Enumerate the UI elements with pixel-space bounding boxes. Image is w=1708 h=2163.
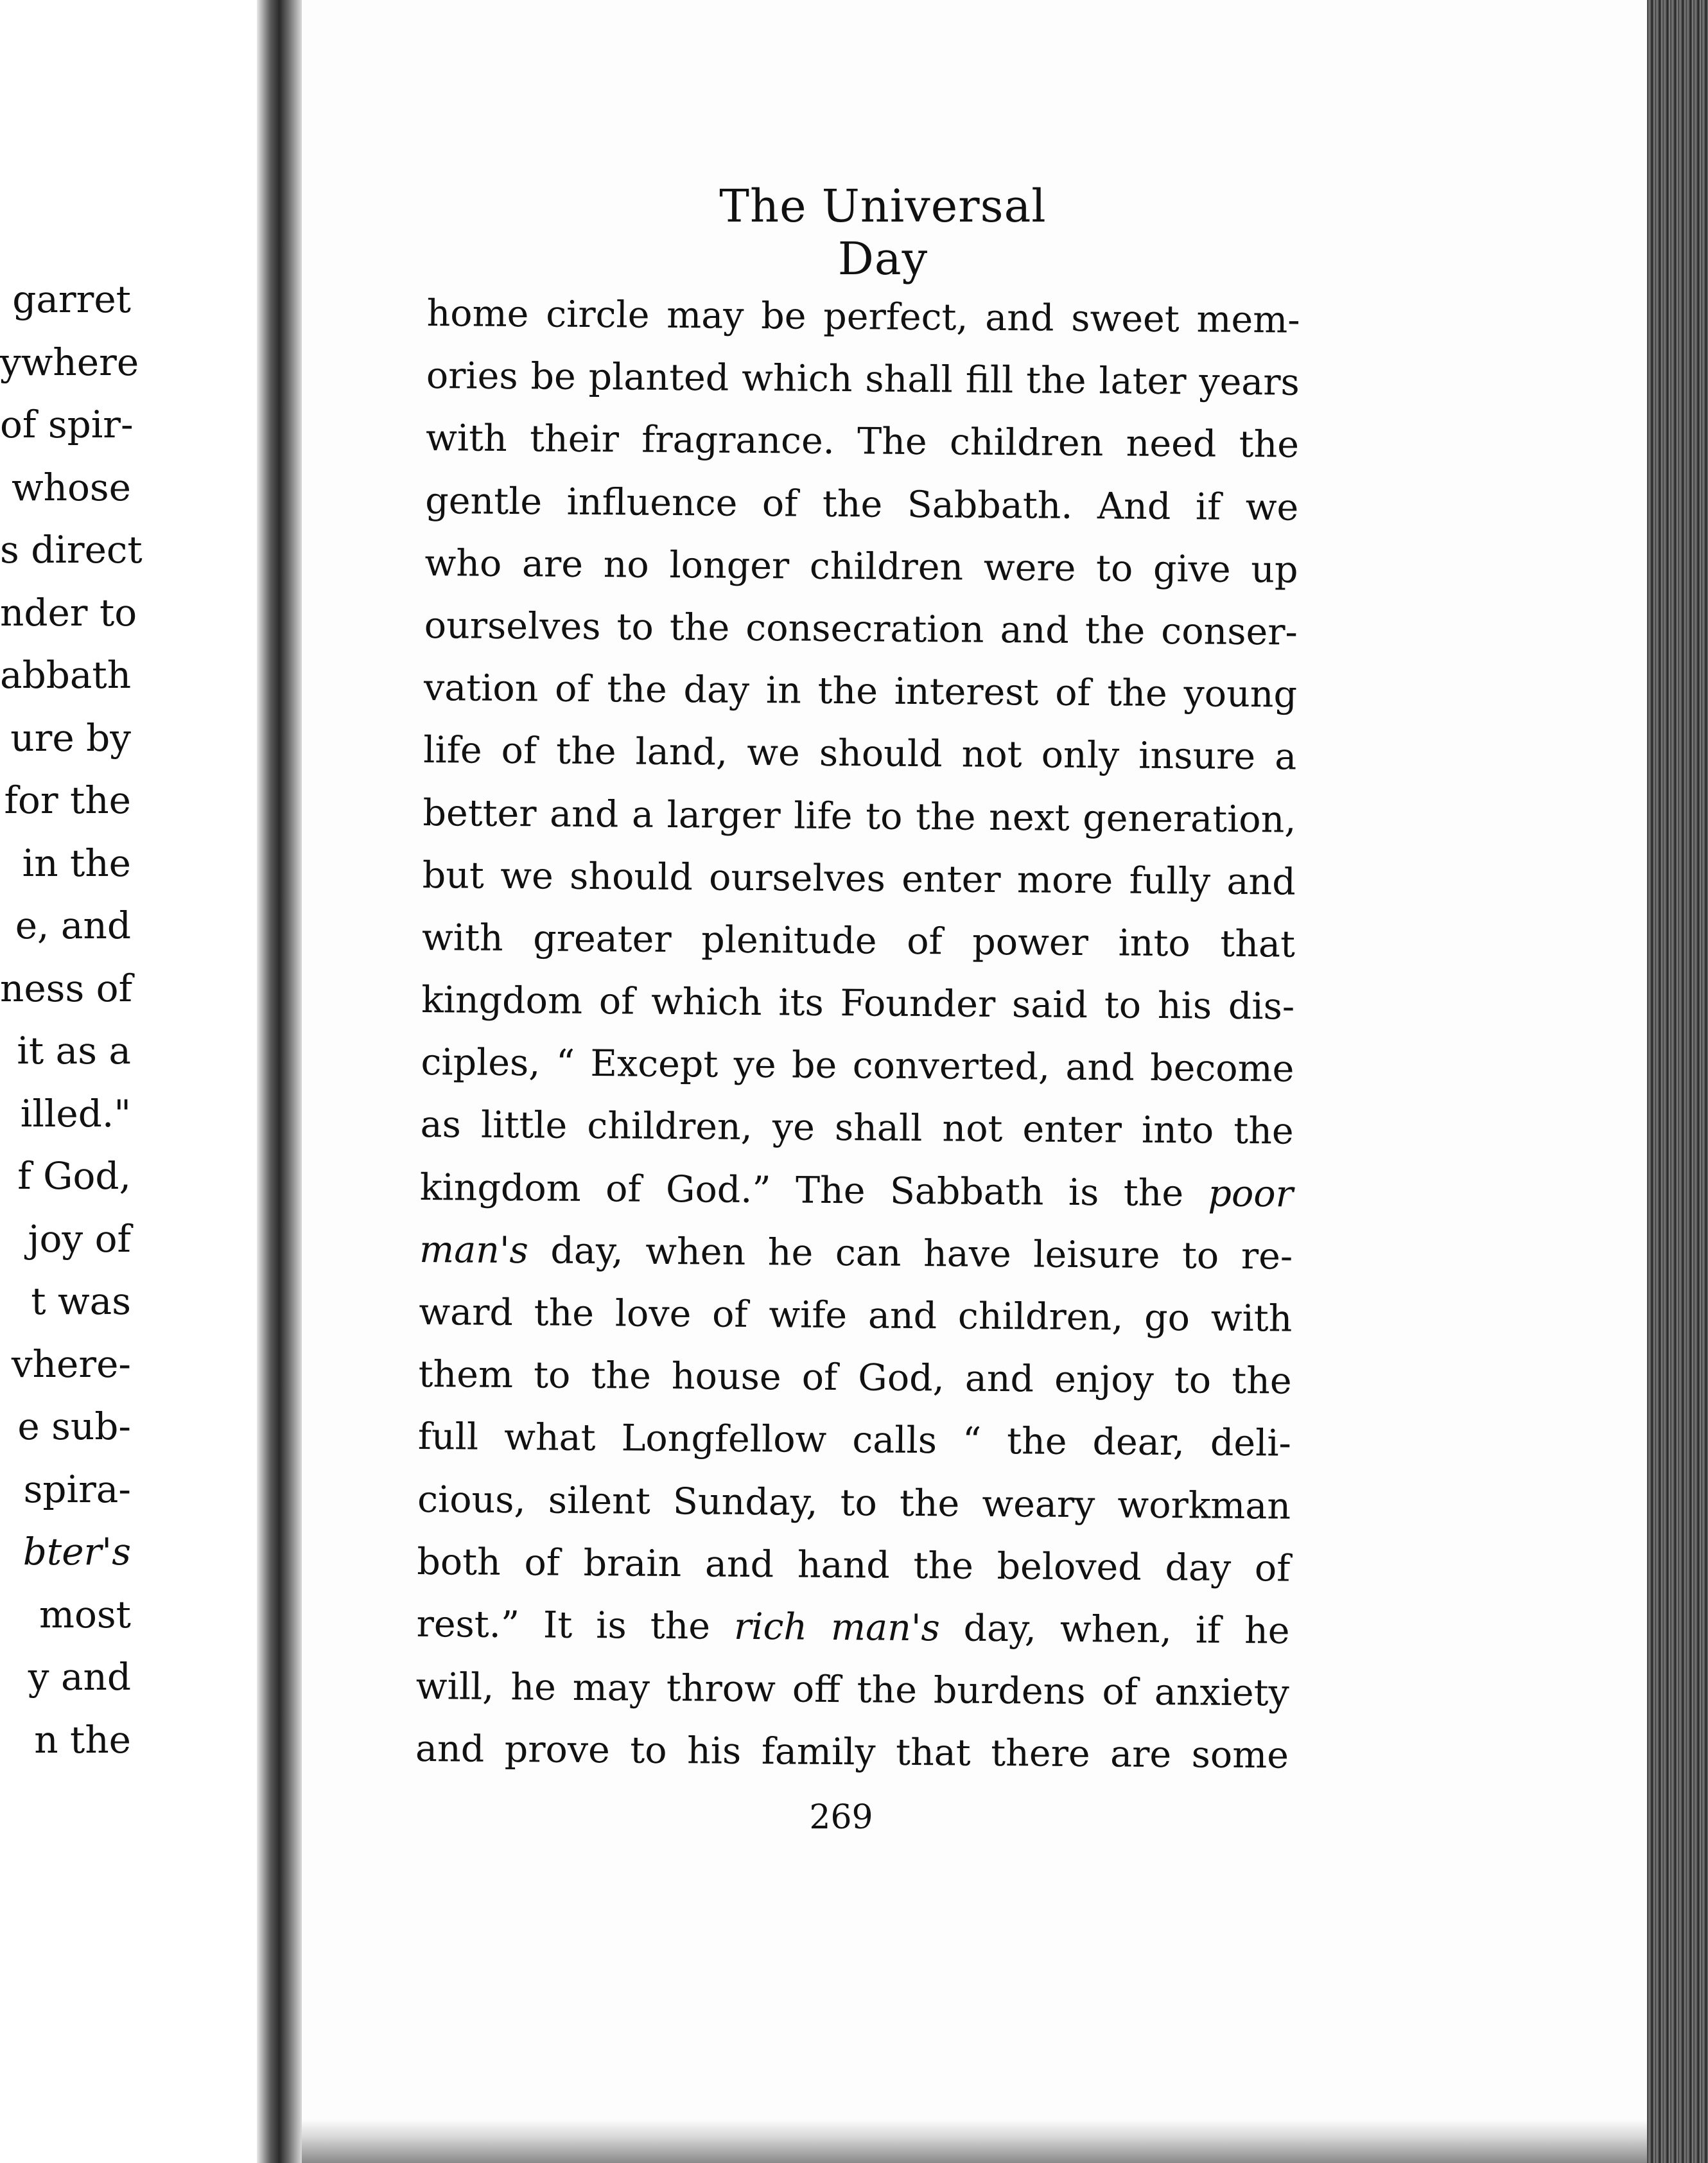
left-line: f God, — [17, 1154, 131, 1198]
page-number: 269 — [809, 1798, 873, 1837]
text-line: ories be planted which shall fill the later years — [426, 355, 1300, 404]
text-line: with their fragrance. The children need the — [425, 417, 1300, 467]
left-line: e sub- — [17, 1405, 131, 1448]
italic-text: poor — [1208, 1172, 1294, 1216]
left-line: n the — [34, 1717, 131, 1762]
left-line: s direct — [0, 528, 143, 572]
left-line: y and — [28, 1655, 131, 1699]
page-fore-edge — [1647, 0, 1708, 2163]
text-line: life of the land, we should not only insure a — [423, 729, 1297, 778]
left-line: nder to — [0, 590, 137, 635]
left-line: t was — [31, 1279, 131, 1323]
text-line: who are no longer children were to give up — [424, 541, 1298, 591]
left-line: abbath — [0, 653, 132, 697]
italic-text: man's — [419, 1228, 529, 1272]
text-line: kingdom of which its Founder said to his dis- — [421, 979, 1295, 1028]
running-head: The Universal Day — [719, 180, 1047, 285]
left-line: illed." — [20, 1091, 131, 1135]
left-line: most — [39, 1592, 131, 1636]
left-line: garret — [12, 277, 131, 321]
left-facing-page — [0, 0, 257, 2163]
text-line: will, he may throw off the burdens of anxiety — [415, 1665, 1290, 1715]
left-line: ywhere — [0, 340, 139, 384]
left-line: of spir- — [0, 403, 134, 446]
left-page-text — [0, 268, 257, 1771]
text-line: full what Longfellow calls “ the dear, deli- — [417, 1415, 1292, 1465]
page-bottom-edge — [302, 2119, 1647, 2163]
italic-text: rich man's — [733, 1605, 940, 1650]
text-line: both of brain and hand the beloved day of — [417, 1540, 1291, 1590]
text-line: better and a larger life to the next generation, — [423, 791, 1296, 841]
text-line: home circle may be perfect, and sweet mem- — [426, 292, 1300, 342]
left-line: bter's — [22, 1530, 131, 1573]
left-line: ness of — [0, 966, 133, 1010]
text-line: as little children, ye shall not enter into the — [420, 1103, 1294, 1153]
left-line: whose — [11, 465, 131, 509]
text-line: kingdom of God.” The Sabbath is the poor — [419, 1166, 1294, 1216]
text-line: cious, silent Sunday, to the weary workman — [417, 1478, 1291, 1528]
body-text — [415, 283, 1300, 1787]
left-line: ure by — [10, 715, 131, 760]
left-line: e, and — [15, 904, 131, 947]
left-line: it as a — [17, 1029, 131, 1073]
text-line: rest.” It is the rich man's day, when, if he — [416, 1602, 1290, 1652]
text-line: ciples, “ Except ye be converted, and become — [421, 1041, 1294, 1090]
book-gutter — [257, 0, 302, 2163]
left-line: joy of — [28, 1216, 131, 1261]
text-line: but we should ourselves enter more fully and — [422, 854, 1296, 904]
left-line: vhere- — [11, 1342, 131, 1386]
text-line: ward the love of wife and children, go with — [419, 1290, 1293, 1340]
text-line: them to the house of God, and enjoy to the — [418, 1353, 1292, 1403]
text-line: man's day, when he can have leisure to re- — [419, 1228, 1293, 1278]
text-line: with greater plenitude of power into that — [421, 916, 1296, 966]
text-line: and prove to his family that there are some — [415, 1728, 1289, 1777]
left-line: in the — [22, 841, 131, 885]
text-line: vation of the day in the interest of the young — [423, 667, 1298, 716]
text-line: gentle influence of the Sabbath. And if we — [425, 479, 1299, 529]
left-line: for the — [4, 778, 131, 822]
text-line: ourselves to the consecration and the conser- — [424, 604, 1298, 654]
left-line: spira- — [23, 1467, 131, 1511]
